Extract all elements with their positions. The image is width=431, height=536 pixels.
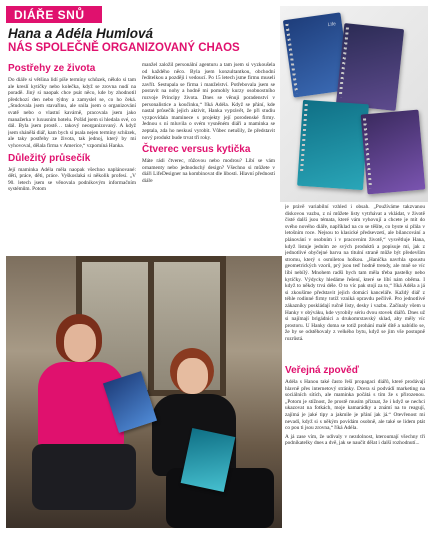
section-heading: Veřejná zpověď xyxy=(285,365,359,376)
body-paragraph: Do diáře si většina lidí píše termíny schůzek, někdo si tam ale kreslí kytičky nebo kolečka, když se zrovna nudí na poradě. Jiný si naopak chce psát něco, kde by zhodnotil předchozí den nebo týdny a zamyslel se, co ho čeká. „Studovala jsem stavařinu, ale snila jsem o organizování svatě nebo o vlastní kavárně, pracovala jsem jako manažerka v luxusním hotelu. Pořád jsem si hledala své, co dál. Byla jsem prostě… takový neorganizovaný. A když jsem shánělá diář, kam bych si psala nejen termíny schůzek, ale taky postřehy ze života, tak jednoj, který by mi vyhovoval, dělala firma v Americe,“ vzpomíná Hanka. xyxy=(8,77,136,149)
body-paragraph: Adéla s Hanou také často řeší propagaci diářů, které prodávají hlavně přes internetový stránky. Dcera si podvádí marketing na sociálních sítích, ale maminka počátá s tím že s přirozenou. „Potom je stížnost, že prostě musím přiznat, že i když se nechci ukazovat na fotkách, moje kamarádky a známí na to reagují, zajímá je jaké tipy a jakmile je přání jak já.“ Otevřenost mi nevadí, když si s někým povídám osobně, ale také se lidem ptát co pou ti jsou zrovna,“ říká Adéla. xyxy=(285,379,425,432)
section-heading: Čtverec versus kytička xyxy=(142,144,251,156)
article-subheadline: NÁS SPOLEČNĚ ORGANIZOVANÝ CHAOS xyxy=(8,42,240,54)
body-paragraph: je právě variabilní vzhled i obsah. „Používáme takzvanou diskovou vazbu, z ní můžete listy vytrhávat a vkládat, v životě čisté další jsou témata, které vám vyhovují a chcete je mít do svého nového diáře, například na co se těšíte, co byste si přála v letošním roce. Nejsou to klasické předsevzetí, ale bilancování a plánování v osobním i v pracovním životě,“ vysvětluje Hana, když listuje jedním ze svých produktů a popisuje mi, jak z jednotlivé obyčejné barva na titulní straně může být především stromu, který s osmiletou holkou. „Hanička navrhla spoustu geometrických vzorů, prý jsou teď hodně trendy, ale mně se víc líbí nebílý. Mnohem radši bych tam měla třeba pastelky nebo kytičky. Výdycky hledáme řešení, které se líbí nám oběma. I když to někdy trvá déle. O to víc pak stojí za to,“ říká Adéla a já si zkoušíme představit jejich domácí kanceláře. Každý diář z téhle rodinné firmy totiž vzniká opravdu pečlivě. Pro jednotlivé zákazníky poskládají ručně listy, desky i vazbu. Začínaly všem u Hanky v obýváku, kde vyrobily sériu dvou stovek diářů. Dnes už si najímají brigádnici a drukomrstavský sklad, aby měly víc prostoru. U Hanky doma se totiž prohání malé dítě a nabídlo se, že by se odstěhovaly z velkého bytu, když se jim vše postupně rozrůstá. xyxy=(285,204,425,342)
section-tab: DIÁŘE SNŮ xyxy=(6,6,102,23)
body-paragraph: A já zase vím, že udivaly v nezdolnost, kteroumají všechny tři podnikatelky dnes a dvě, jak se naučit dělat i další rozhodnutí... xyxy=(285,433,425,447)
portrait-photo xyxy=(6,256,282,528)
article-headline: Hana a Adéla Humlová xyxy=(8,26,154,41)
notebook-label: Life xyxy=(327,21,337,29)
column-right-lower xyxy=(285,364,425,536)
section-heading: Postřehy ze života xyxy=(8,63,96,74)
notebooks-photo xyxy=(280,6,428,202)
notebook-image xyxy=(336,23,404,111)
body-paragraph: Máte rádi čtverec, růžovou nebo modrou? Líbí se vám ornamenty nebo jednoduchý design? Všechno si můžete v diáři LifeDesigner na kombinovat dle libosti. Hlavní předností diáře xyxy=(142,158,275,184)
column-right-upper xyxy=(285,204,425,364)
column-left xyxy=(8,62,136,255)
notebook-image xyxy=(361,110,426,195)
notebook-image xyxy=(297,100,369,190)
body-paragraph: Její maminka Adéla měla naopak všechno naplánované: děti, práce, děti, práce. Vyškoslaká si několik profesí. „V 90. letech jsem se věnovala podnikovým informačním systémům. Potom xyxy=(8,166,136,193)
body-paragraph: manžel založil personální agenturu a tam jsem si vyzkoušela od každého něco. Byla jsem konzultantkou, obchodní ředitelkou a později i vedoucí. Po 15 letech jsme firmu museli zavřít. Sestupala se firma i manželství. Potřebovala jsem se postavit na nohy a hodně mi pomohly kurzy osobnostního rozvoje Principy života. Dnes se věnuji poradenství v personalistice a koučinku,“ říká Adéla. Když se přání, kde nastal průsečík jejich aktivit, Hanka vyprávět, že při studiu vyzpovídala maminece s projekty její porodenské firmy. Jednou s ní mluvila o svém vysněném diáři a maminka se zeptala, zda ho neskusí vyrobit. Vůbec netušily, že představit nový produkt bude trvat tři roky. xyxy=(142,62,275,141)
column-middle xyxy=(142,62,275,255)
section-heading: Důležitý průsečík xyxy=(8,152,91,164)
